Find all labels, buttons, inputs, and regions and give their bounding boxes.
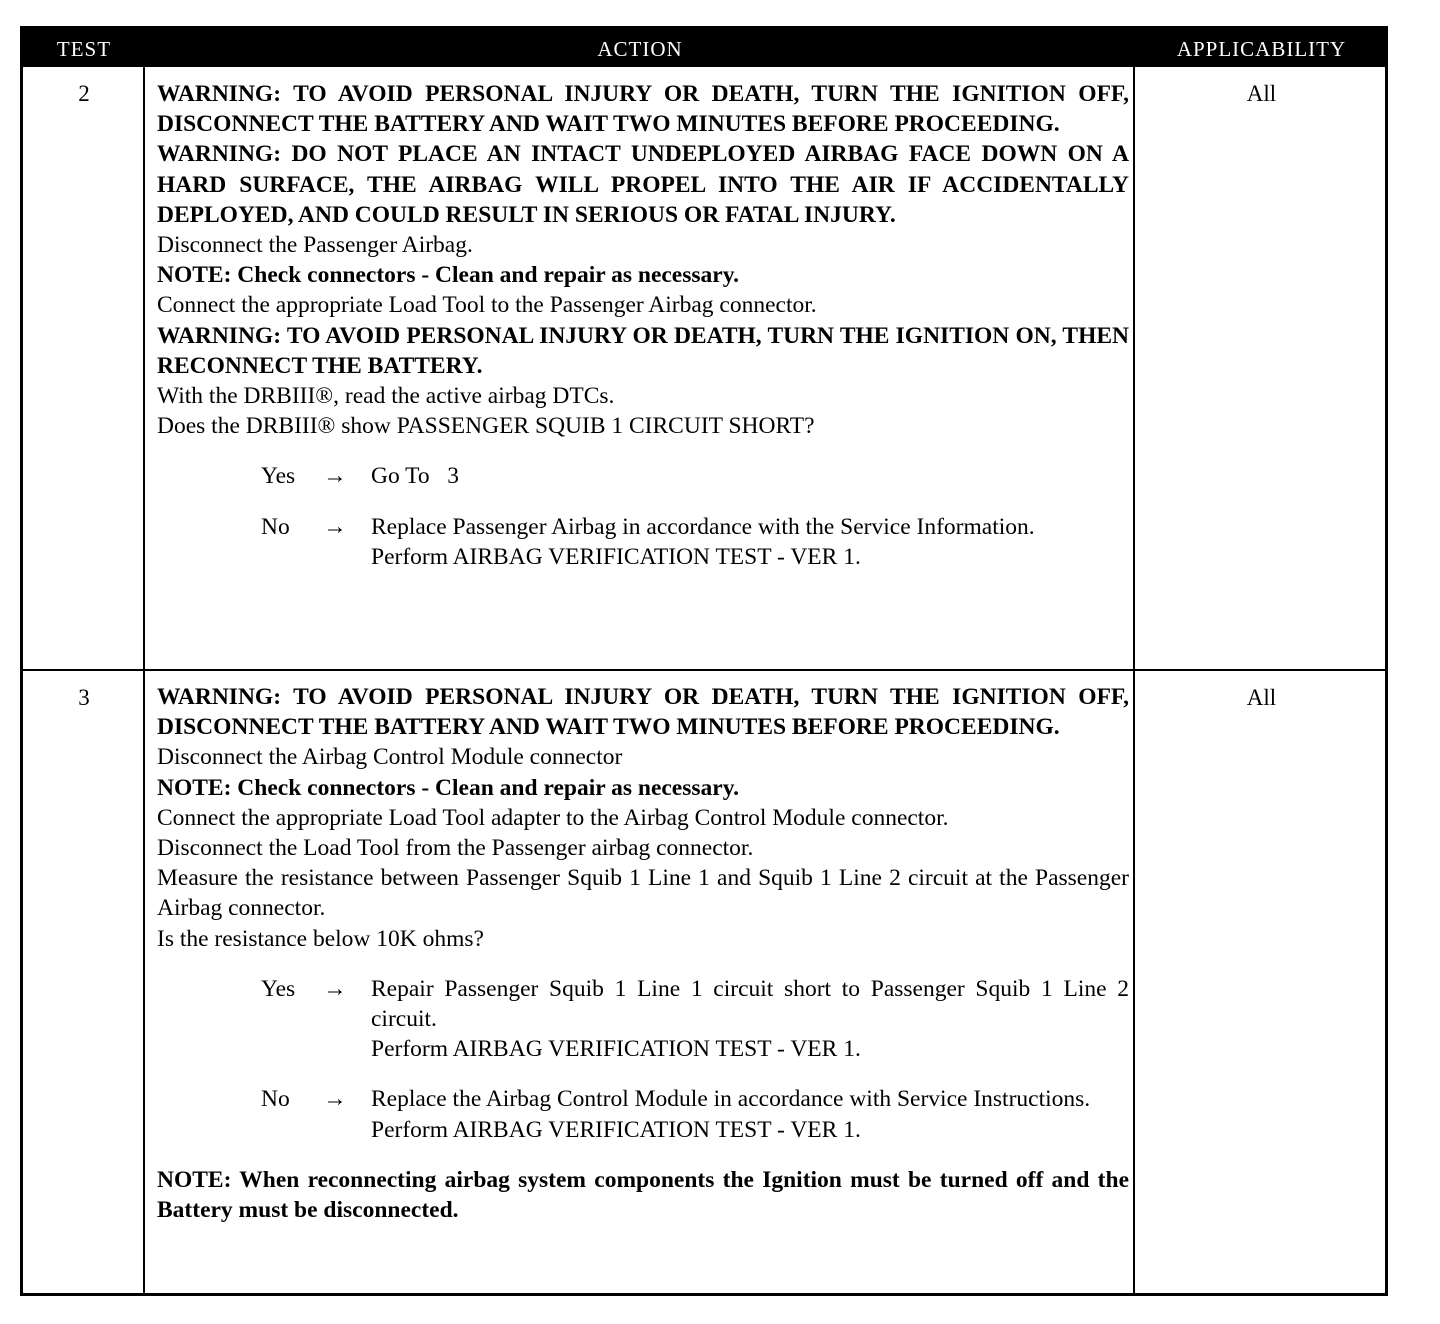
column-divider-test xyxy=(143,67,145,1293)
warning-ignition-on: WARNING: TO AVOID PERSONAL INJURY OR DEATH, TURN THE IGNITION ON, THEN RECONNECT THE BATTERY. xyxy=(157,322,1129,379)
header-action: ACTION xyxy=(597,37,683,61)
yes-action: Go To 3 xyxy=(371,463,460,490)
no-label: No xyxy=(261,1086,290,1113)
perform-verification: Perform AIRBAG VERIFICATION TEST - VER 1. xyxy=(371,543,861,570)
warning-ignition-off: WARNING: TO AVOID PERSONAL INJURY OR DEATH, TURN THE IGNITION OFF, DISCONNECT THE BATTERY AND WAIT TWO MINUTES BEFORE PROCEEDING. xyxy=(157,81,1129,138)
table-header xyxy=(23,29,1385,67)
step-read-dtcs: With the DRBIII®, read the active airbag DTCs. xyxy=(157,383,615,410)
step-measure-resistance: Measure the resistance between Passenger Squib 1 Line 1 and Squib 1 Line 2 circuit at the Passenger Airbag connector. xyxy=(157,865,1129,922)
arrow-icon: → xyxy=(323,463,347,490)
test-number-3: 3 xyxy=(78,685,90,710)
action-test-2 xyxy=(157,79,1129,572)
choice-no xyxy=(157,1084,1129,1144)
diagnostic-table xyxy=(20,26,1388,1296)
step-connect-load-tool-adapter: Connect the appropriate Load Tool adapter to the Airbag Control Module connector. xyxy=(157,804,949,831)
step-disconnect-load-tool: Disconnect the Load Tool from the Passenger airbag connector. xyxy=(157,835,754,862)
step-disconnect-acm: Disconnect the Airbag Control Module connector xyxy=(157,744,623,771)
yes-label: Yes xyxy=(261,463,296,490)
perform-verification: Perform AIRBAG VERIFICATION TEST - VER 1. xyxy=(371,1116,861,1143)
note-reconnecting: NOTE: When reconnecting airbag system components the Ignition must be turned off and the Battery must be disconnected. xyxy=(157,1166,1129,1224)
arrow-icon: → xyxy=(323,513,347,540)
question-squib-short: Does the DRBIII® show PASSENGER SQUIB 1 CIRCUIT SHORT? xyxy=(157,413,815,440)
header-applicability: APPLICABILITY xyxy=(1176,37,1347,61)
note-check-connectors: NOTE: Check connectors - Clean and repair as necessary. xyxy=(157,774,740,801)
note-check-connectors: NOTE: Check connectors - Clean and repair as necessary. xyxy=(157,262,740,289)
question-resistance: Is the resistance below 10K ohms? xyxy=(157,925,484,952)
action-test-3 xyxy=(157,682,1129,1225)
arrow-icon: → xyxy=(323,1086,347,1113)
warning-ignition-off: WARNING: TO AVOID PERSONAL INJURY OR DEATH, TURN THE IGNITION OFF, DISCONNECT THE BATTERY AND WAIT TWO MINUTES BEFORE PROCEEDING. xyxy=(157,684,1129,741)
test-number-2: 2 xyxy=(78,81,90,106)
column-divider-applicability xyxy=(1133,67,1135,1293)
warning-airbag-face-down: WARNING: DO NOT PLACE AN INTACT UNDEPLOYED AIRBAG FACE DOWN ON A HARD SURFACE, THE AIRBAG WILL PROPEL INTO THE AIR IF ACCIDENTALLY DEPLOYED, AND COULD RESULT IN SERIOUS OR FATAL INJURY. xyxy=(157,141,1129,228)
step-disconnect-passenger-airbag: Disconnect the Passenger Airbag. xyxy=(157,232,473,259)
no-action: Replace Passenger Airbag in accordance with the Service Information. xyxy=(371,513,1035,540)
header-test: TEST xyxy=(56,37,112,61)
yes-label: Yes xyxy=(261,975,296,1002)
no-action: Replace the Airbag Control Module in accordance with Service Instructions. xyxy=(371,1086,1091,1113)
choice-yes xyxy=(157,461,1129,491)
arrow-icon: → xyxy=(323,975,347,1002)
yes-action: Repair Passenger Squib 1 Line 1 circuit short to Passenger Squib 1 Line 2 circuit. xyxy=(371,975,1129,1033)
applicability-2: All xyxy=(1246,81,1277,106)
applicability-3: All xyxy=(1246,685,1277,710)
no-label: No xyxy=(261,513,290,540)
choice-no xyxy=(157,512,1129,572)
choice-yes xyxy=(157,974,1129,1065)
step-connect-load-tool: Connect the appropriate Load Tool to the Passenger Airbag connector. xyxy=(157,292,817,319)
perform-verification: Perform AIRBAG VERIFICATION TEST - VER 1. xyxy=(371,1036,861,1063)
row-divider xyxy=(23,669,1385,671)
